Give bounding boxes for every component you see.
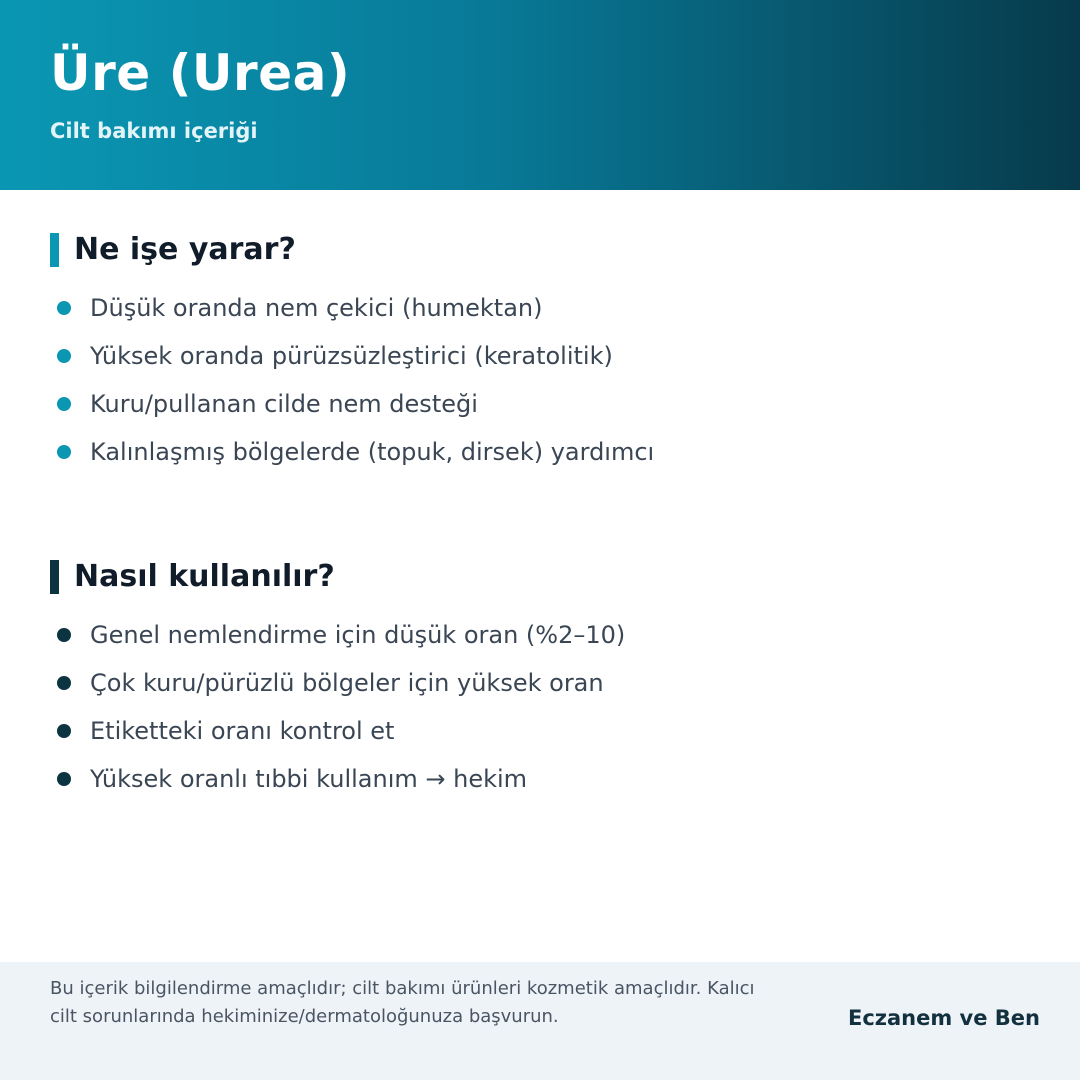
section-accent-bar [50, 560, 59, 594]
bullet-dot-icon [57, 676, 71, 690]
list-item [50, 659, 1030, 707]
disclaimer-line: Bu içerik bilgilendirme amaçlıdır; cilt bakımı ürünleri kozmetik amaçlıdır. Kalıcı [50, 978, 755, 999]
section-accent-bar [50, 233, 59, 267]
section-what-it-does [50, 230, 1030, 476]
list-item [50, 755, 1030, 803]
list-item [50, 332, 1030, 380]
list-item-text: Etiketteki oranı kontrol et [90, 717, 395, 745]
disclaimer-line: cilt sorunlarında hekiminize/dermatoloğunuza başvurun. [50, 1006, 559, 1027]
bullet-dot-icon [57, 445, 71, 459]
benefit-list [50, 284, 1030, 476]
page-subtitle: Cilt bakımı içeriği [50, 119, 258, 143]
list-item-text: Kuru/pullanan cilde nem desteği [90, 390, 478, 418]
section-title: Ne işe yarar? [74, 232, 296, 267]
list-item-text: Kalınlaşmış bölgelerde (topuk, dirsek) yardımcı [90, 438, 655, 466]
page-title: Üre (Urea) [50, 44, 351, 102]
bullet-dot-icon [57, 772, 71, 786]
section-title: Nasıl kullanılır? [74, 559, 335, 594]
disclaimer-text [50, 975, 870, 1031]
bullet-dot-icon [57, 724, 71, 738]
list-item [50, 284, 1030, 332]
list-item-text: Düşük oranda nem çekici (humektan) [90, 294, 543, 322]
bullet-dot-icon [57, 349, 71, 363]
list-item-text: Yüksek oranda pürüzsüzleştirici (keratolitik) [90, 342, 613, 370]
list-item [50, 380, 1030, 428]
list-item-text: Genel nemlendirme için düşük oran (%2–10) [90, 621, 626, 649]
list-item [50, 707, 1030, 755]
section-heading [50, 557, 1030, 597]
section-how-to-use [50, 557, 1030, 803]
list-item [50, 611, 1030, 659]
brand-name: Eczanem ve Ben [847, 1006, 1040, 1030]
section-heading [50, 230, 1030, 270]
header-banner [0, 0, 1080, 190]
bullet-dot-icon [57, 397, 71, 411]
usage-list [50, 611, 1030, 803]
list-item-text: Yüksek oranlı tıbbi kullanım → hekim [90, 765, 528, 793]
footer [0, 962, 1080, 1080]
list-item-text: Çok kuru/pürüzlü bölgeler için yüksek oran [90, 669, 604, 697]
bullet-dot-icon [57, 628, 71, 642]
bullet-dot-icon [57, 301, 71, 315]
list-item [50, 428, 1030, 476]
